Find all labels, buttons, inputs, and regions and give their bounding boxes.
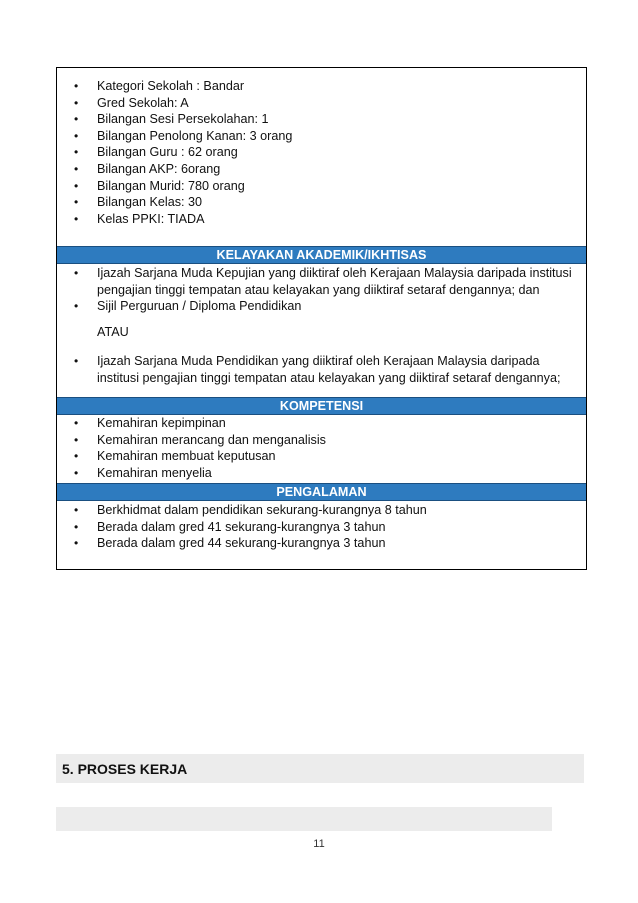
- list-item: • Berada dalam gred 44 sekurang-kurangnya 3 tahun: [57, 535, 586, 552]
- list-item: • Kemahiran menyelia: [57, 465, 586, 482]
- page-number: 11: [313, 838, 325, 850]
- list-item: • Sijil Perguruan / Diploma Pendidikan: [57, 298, 586, 315]
- list-item: • Berkhidmat dalam pendidikan sekurang-kurangnya 8 tahun: [57, 502, 586, 519]
- list-item: • Bilangan AKP: 6orang: [57, 161, 586, 178]
- list-item: • Ijazah Sarjana Muda Pendidikan yang diiktiraf oleh Kerajaan Malaysia daripada institusi pengajian tinggi tempatan atau kelayakan yang diiktiraf setaraf dengannya;: [57, 353, 586, 386]
- atau-separator: ATAU: [97, 324, 129, 339]
- school-profile-list: [57, 78, 586, 227]
- section-heading: 5. PROSES KERJA: [62, 761, 188, 777]
- list-item: • Kelas PPKI: TIADA: [57, 211, 586, 228]
- list-item: • Bilangan Murid: 780 orang: [57, 178, 586, 195]
- list-item: • Kemahiran kepimpinan: [57, 415, 586, 432]
- kompetensi-list: [57, 415, 586, 481]
- list-item: • Gred Sekolah: A: [57, 95, 586, 112]
- list-item: • Ijazah Sarjana Muda Kepujian yang diiktiraf oleh Kerajaan Malaysia daripada institusi pengajian tinggi tempatan atau kelayakan yang diiktiraf setaraf dengannya; dan: [57, 265, 586, 298]
- kompetensi-heading: KOMPETENSI: [57, 397, 586, 415]
- pengalaman-list: [57, 502, 586, 552]
- pengalaman-heading: PENGALAMAN: [57, 483, 586, 501]
- empty-content-bar: [56, 807, 552, 831]
- kelayakan-section: [57, 265, 586, 387]
- list-item: • Berada dalam gred 41 sekurang-kurangnya 3 tahun: [57, 519, 586, 536]
- list-item: • Bilangan Sesi Persekolahan: 1: [57, 111, 586, 128]
- list-item: • Bilangan Penolong Kanan: 3 orang: [57, 128, 586, 145]
- kelayakan-heading: KELAYAKAN AKADEMIK/IKHTISAS: [57, 246, 586, 264]
- kelayakan-list-b: [57, 353, 586, 386]
- requirements-table: [56, 67, 587, 570]
- list-item: • Kemahiran merancang dan menganalisis: [57, 432, 586, 449]
- kelayakan-list-a: [57, 265, 586, 315]
- list-item: • Kategori Sekolah : Bandar: [57, 78, 586, 95]
- list-item: • Kemahiran membuat keputusan: [57, 448, 586, 465]
- section-heading-bar: [56, 754, 584, 783]
- list-item: • Bilangan Kelas: 30: [57, 194, 586, 211]
- list-item: • Bilangan Guru : 62 orang: [57, 144, 586, 161]
